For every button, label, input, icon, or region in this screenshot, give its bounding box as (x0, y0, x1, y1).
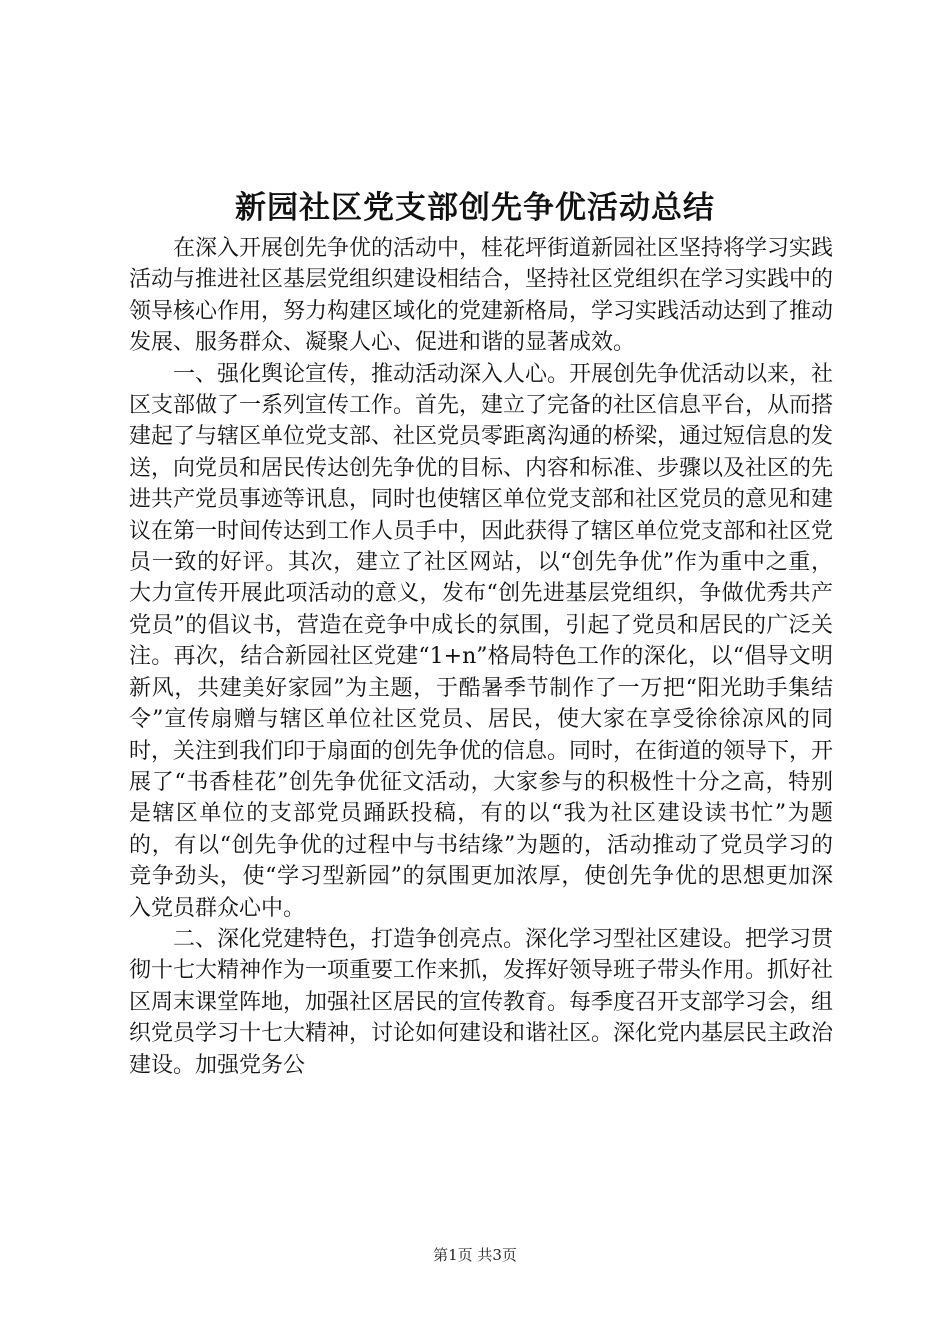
paragraph-section-2: 二、深化党建特色，打造争创亮点。深化学习型社区建设。把学习贯彻十七大精神作为一项重要工作来抓，发挥好领导班子带头作用。抓好社区周末课堂阵地，加强社区居民的宣传教育。每季度召开支部学习会，组织党员学习十七大精神，讨论如何建设和谐社区。深化党内基层民主政治建设。加强党务公 (129, 926, 834, 1078)
paragraph-intro: 在深入开展创先争优的活动中，桂花坪街道新园社区坚持将学习实践活动与推进社区基层党组织建设相结合，坚持社区党组织在学习实践中的领导核心作用，努力构建区域化的党建新格局，学习实践活动达到了推动发展、服务群众、凝聚人心、促进和谐的显著成效。 (129, 236, 834, 356)
document-title: 新园社区党支部创先争优活动总结 (235, 190, 715, 226)
page-number-footer: 第1页 共3页 (433, 1246, 517, 1264)
document-body (129, 233, 833, 1081)
paragraph-section-1: 一、强化舆论宣传，推动活动深入人心。开展创先争优活动以来，社区支部做了一系列宣传工作。首先，建立了完备的社区信息平台，从而搭建起了与辖区单位党支部、社区党员零距离沟通的桥梁，通过短信息的发送，向党员和居民传达创先争优的目标、内容和标准、步骤以及社区的先进共产党员事迹等讯息，同时也使辖区单位党支部和社区党员的意见和建议在第一时间传达到工作人员手中，因此获得了辖区单位党支部和社区党员一致的好评。其次，建立了社区网站，以“创先争优”作为重中之重，大力宣传开展此项活动的意义，发布“创先进基层党组织，争做优秀共产党员”的倡议书，营造在竞争中成长的氛围，引起了党员和居民的广泛关注。再次，结合新园社区党建“1+n”格局特色工作的深化，以“倡导文明新风，共建美好家园”为主题，于酷暑季节制作了一万把“阳光助手集结令”宣传扇赠与辖区单位社区党员、居民，使大家在享受徐徐凉风的同时，关注到我们印于扇面的创先争优的信息。同时，在街道的领导下，开展了“书香桂花”创先争优征文活动，大家参与的积极性十分之高，特别是辖区单位的支部党员踊跃投稿，有的以“我为社区建设读书忙”为题的，有以“创先争优的过程中与书结缘”为题的，活动推动了党员学习的竞争劲头，使“学习型新园”的氛围更加浓厚，使创先争优的思想更加深入党员群众心中。 (129, 361, 834, 921)
